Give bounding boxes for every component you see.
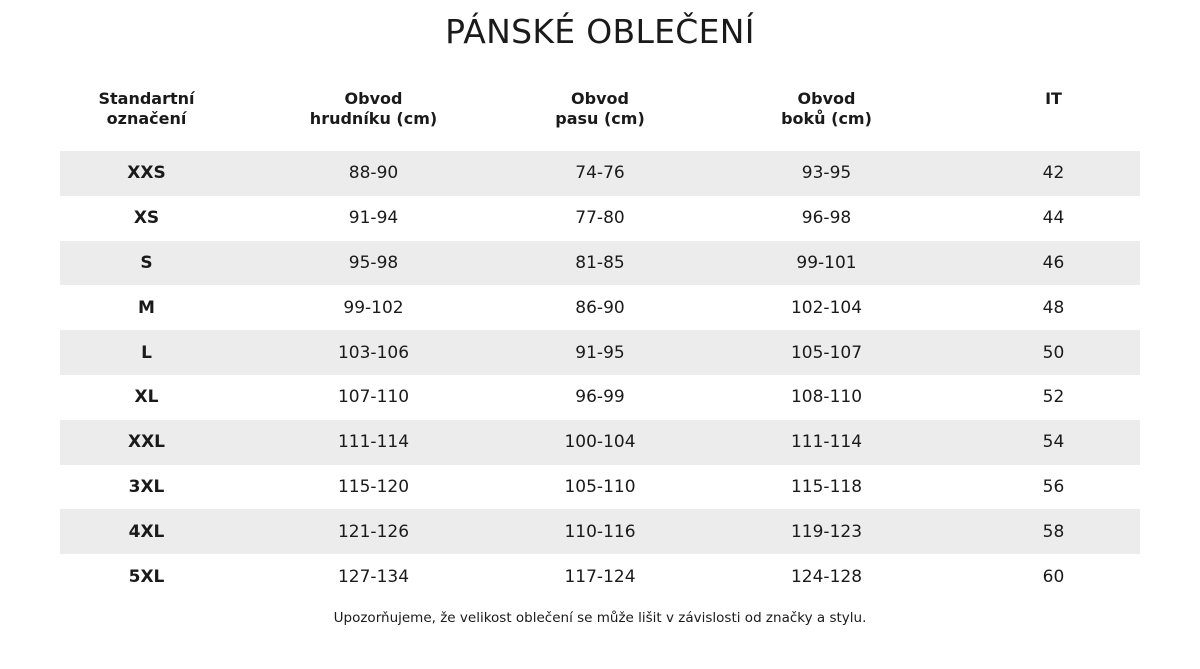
hips-value: 115-118 [790,476,863,497]
hips-value: 102-104 [790,297,863,318]
waist-value: 96-99 [575,387,625,408]
it-value: 60 [1042,566,1065,587]
size-label: S [140,252,153,273]
it-value: 50 [1042,342,1065,363]
waist-value: 74-76 [575,163,625,184]
it-value: 54 [1042,432,1065,453]
waist-value: 105-110 [564,476,636,497]
size-label: XS [133,208,160,229]
chest-value: 95-98 [348,252,399,273]
size-chart-table [60,84,1140,599]
header-waist [514,84,686,151]
hips-value: 105-107 [790,342,863,363]
table-header [60,84,1140,151]
header-hips [686,84,967,151]
chest-value: 91-94 [348,208,399,229]
hips-value: 124-128 [790,566,863,587]
header-line: Obvod [797,89,856,108]
hips-value: 96-98 [801,208,852,229]
it-value: 56 [1042,476,1065,497]
it-value: 42 [1042,163,1065,184]
page-title: PÁNSKÉ OBLEČENÍ [445,12,755,51]
table-row [60,465,1140,510]
waist-value: 91-95 [575,342,625,363]
hips-value: 108-110 [790,387,863,408]
size-label: 5XL [128,566,165,587]
header-line: Standartní [98,89,195,108]
header-line: označení [106,109,187,128]
header-line: boků (cm) [781,109,872,128]
size-label: M [138,297,155,318]
chest-value: 127-134 [337,566,410,587]
waist-value: 117-124 [564,566,636,587]
it-value: 48 [1042,297,1065,318]
size-label: 3XL [128,476,165,497]
header-chest [233,84,514,151]
table-row [60,330,1140,375]
size-label: XXS [127,163,166,184]
it-value: 46 [1042,252,1065,273]
header-line: Obvod [571,89,629,108]
chest-value: 121-126 [337,521,410,542]
table-row [60,420,1140,465]
table-row [60,375,1140,420]
chest-value: 99-102 [343,297,404,318]
table-row [60,196,1140,241]
size-disclaimer-note: Upozorňujeme, že velikost oblečení se může lišit v závislosti od značky a stylu. [333,610,867,626]
table-row [60,509,1140,554]
header-line: hrudníku (cm) [309,109,438,128]
table-row [60,241,1140,286]
size-label: L [141,342,152,363]
table-body [60,151,1140,599]
waist-value: 81-85 [575,252,625,273]
chest-value: 111-114 [337,432,410,453]
hips-value: 93-95 [801,163,852,184]
header-standard-size [60,84,233,151]
waist-value: 110-116 [564,521,636,542]
table-row [60,151,1140,196]
header-it [967,84,1140,151]
chest-value: 107-110 [337,387,410,408]
table-row [60,285,1140,330]
waist-value: 86-90 [575,297,625,318]
size-label: XXL [127,432,166,453]
it-value: 58 [1042,521,1065,542]
it-value: 52 [1042,387,1065,408]
header-line: IT [1045,89,1062,108]
table-row [60,554,1140,599]
hips-value: 119-123 [790,521,863,542]
waist-value: 100-104 [564,432,636,453]
hips-value: 111-114 [790,432,863,453]
hips-value: 99-101 [796,252,857,273]
size-label: 4XL [128,521,165,542]
header-line: pasu (cm) [555,109,645,128]
waist-value: 77-80 [575,208,625,229]
size-label: XL [134,387,159,408]
it-value: 44 [1042,208,1065,229]
chest-value: 115-120 [337,476,410,497]
chest-value: 88-90 [348,163,399,184]
header-line: Obvod [344,89,403,108]
chest-value: 103-106 [337,342,410,363]
